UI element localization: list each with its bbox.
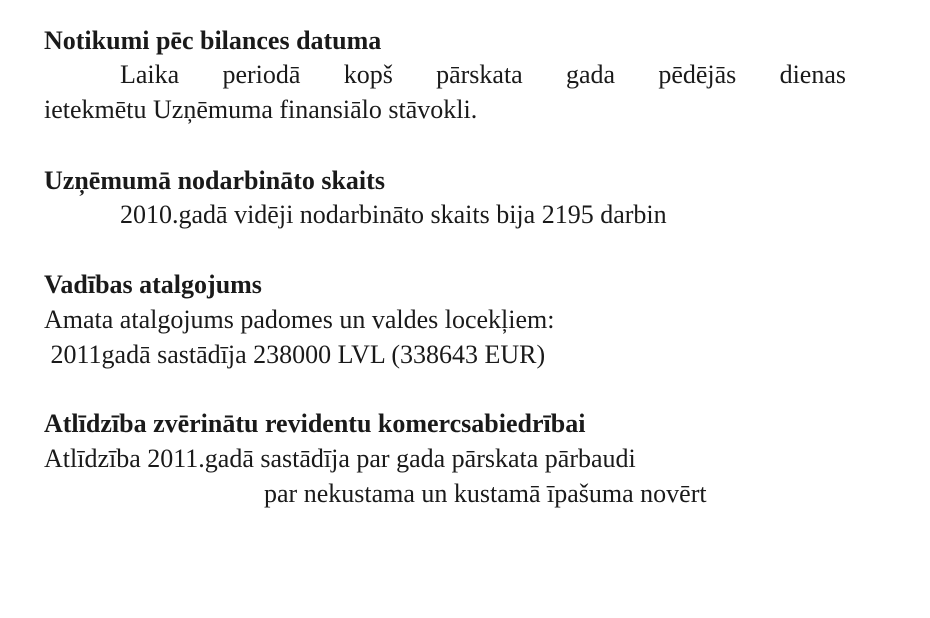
section-heading-auditor-fees: Atlīdzība zvērinātu revidentu komercsabiedrībai (44, 409, 586, 438)
section-text-line: Laika periodā kopš pārskata gada pēdējās dienas (120, 60, 846, 89)
section-text-line: Amata atalgojums padomes un valdes locekļiem: (44, 305, 555, 334)
section-text-line: 2011gadā sastādīja 238000 LVL (338643 EUR) (44, 340, 546, 369)
section-heading-management-remuneration: Vadības atalgojums (44, 270, 262, 299)
section-text-line: Atlīdzība 2011.gadā sastādīja par gada pārskata pārbaudi (44, 444, 636, 473)
section-heading-employee-count: Uzņēmumā nodarbināto skaits (44, 166, 385, 195)
section-heading-events-after-balance-date: Notikumi pēc bilances datuma (44, 26, 382, 55)
section-text-line: par nekustama un kustamā īpašuma novērt (264, 479, 707, 508)
section-text-line: 2010.gadā vidēji nodarbināto skaits bija 2195 darbin (120, 200, 667, 229)
section-text-line: ietekmētu Uzņēmuma finansiālo stāvokli. (44, 95, 478, 124)
